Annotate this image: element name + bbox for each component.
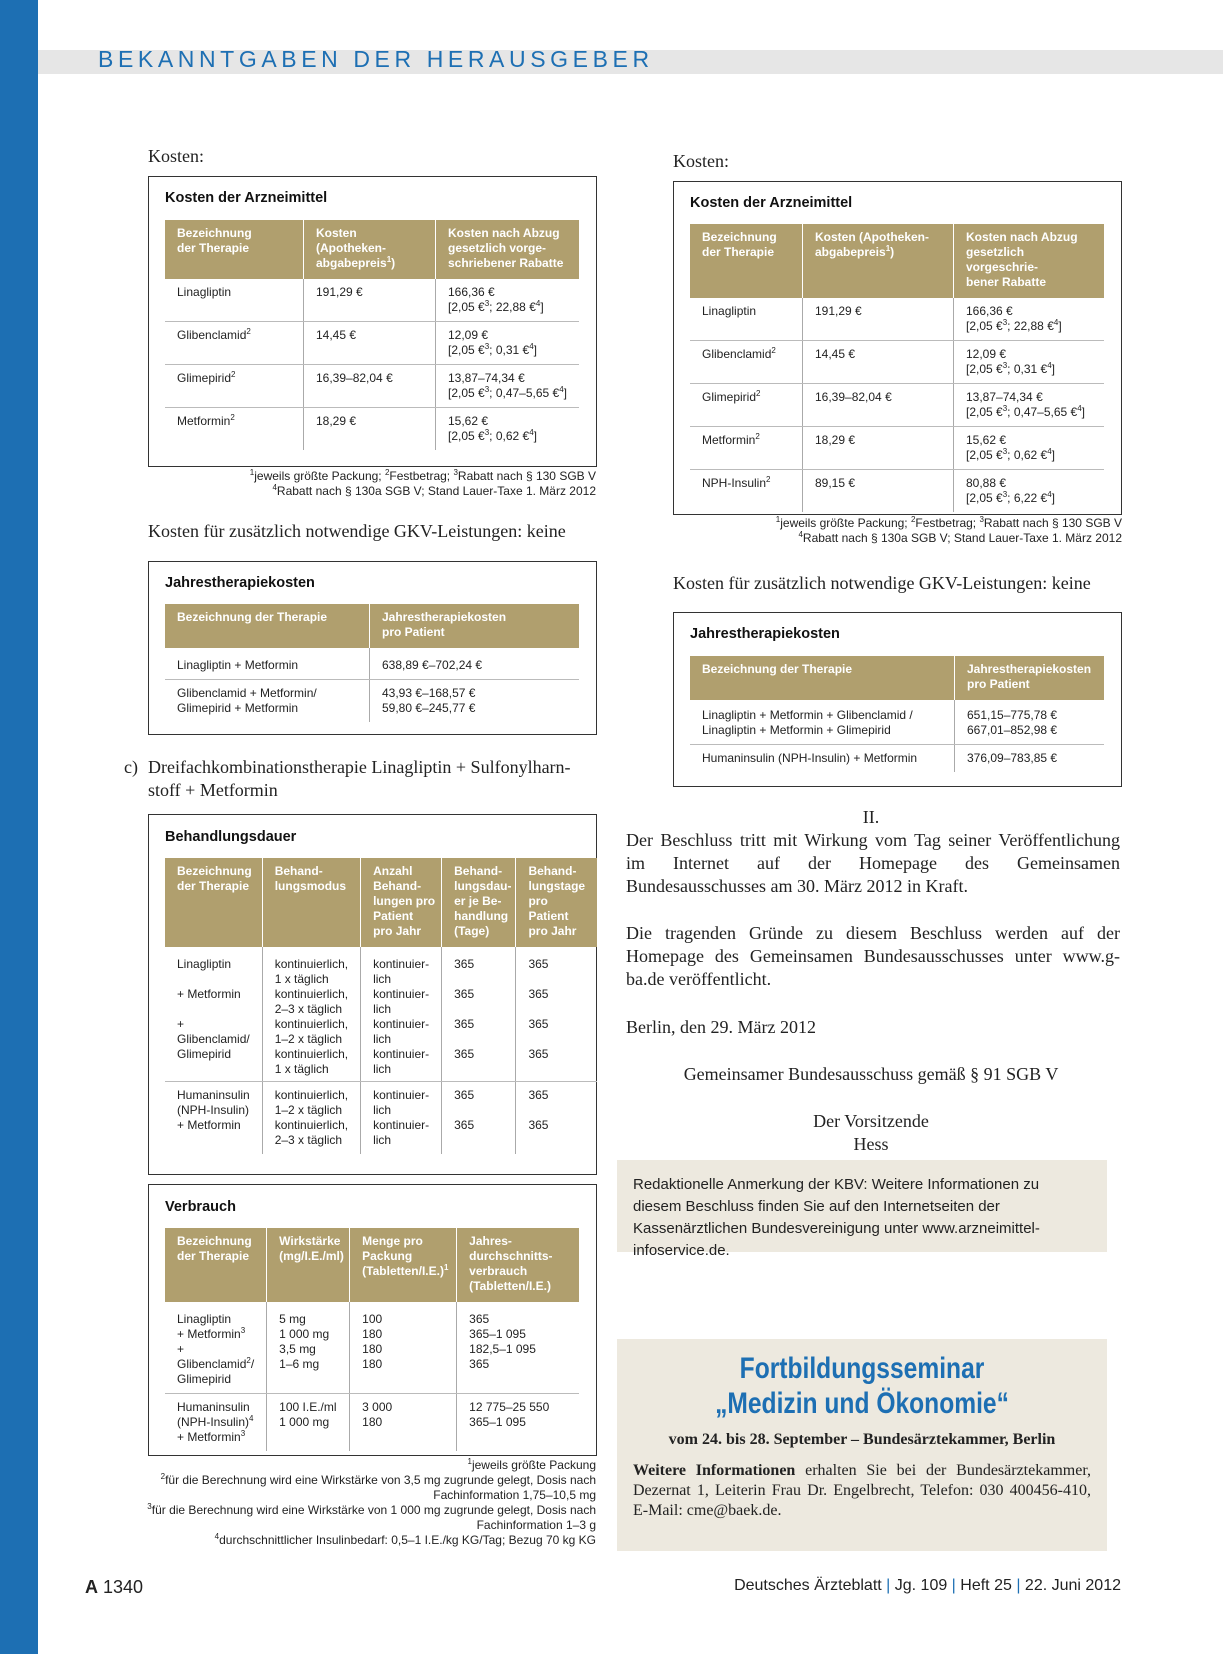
treatment-duration: 365 bbox=[442, 1047, 516, 1082]
treatment-duration: 365 bbox=[442, 947, 516, 987]
right-kosten-table bbox=[690, 224, 1104, 512]
section-c-label: c) bbox=[124, 757, 138, 777]
therapy-name: + Glibenclamid/ bbox=[177, 1017, 250, 1046]
therapy-name: Glimepirid bbox=[165, 1047, 262, 1082]
table-row bbox=[165, 987, 597, 1017]
drug-net-price: 15,62 € [2,05 €$^3$; 0,62 €$^4$] bbox=[436, 408, 580, 451]
table-row bbox=[690, 341, 1104, 384]
right-kosten-header-net: Kosten nach Abzug gesetzlich vorgeschrie- bener Rabatte bbox=[954, 224, 1105, 298]
drug-price: 16,39–82,04 € bbox=[304, 365, 436, 408]
left-kosten-table bbox=[165, 220, 579, 450]
therapy-name: + Metformin bbox=[177, 987, 241, 1001]
drug-name: Metformin$^2$ bbox=[690, 427, 803, 470]
chair-title: Der Vorsitzende bbox=[813, 1111, 929, 1131]
drug-price: 18,29 € bbox=[304, 408, 436, 451]
treatment-count: kontinuier- lich bbox=[361, 1047, 442, 1082]
therapy-name: Linagliptin + Metformin$^3$ + Glibenclamid$^2$/ Glimepirid bbox=[165, 1302, 267, 1394]
dose: 100 I.E./ml 1 000 mg bbox=[267, 1394, 350, 1452]
right-kosten-header-price: Kosten (Apotheken- abgabepreis$^1$) bbox=[803, 224, 954, 298]
annual-use: 365 365–1 095 182,5–1 095 365 bbox=[457, 1302, 579, 1394]
verbrauch-header-year: Jahres- durchschnitts- verbrauch (Tabletten/I.E.) bbox=[457, 1228, 579, 1302]
treatment-days: 365 bbox=[516, 987, 597, 1017]
table-row bbox=[165, 1082, 597, 1155]
kbv-note: Redaktionelle Anmerkung der KBV: Weitere Informationen zu diesem Beschluss finden Sie auf den Internetseiten der Kassenärztlichen Bundesvereinigung unter www.arzneimittel-infoservice.de. bbox=[617, 1160, 1107, 1252]
section-ii-heading: II. bbox=[862, 807, 880, 827]
treatment-days: 365 bbox=[516, 947, 597, 987]
table-row bbox=[165, 1047, 597, 1082]
section-header-title: BEKANNTGABEN DER HERAUSGEBER bbox=[98, 46, 654, 72]
place-date: Berlin, den 29. März 2012 bbox=[626, 1017, 816, 1037]
therapy-name: Glibenclamid + Metformin/ Glimepirid + Metformin bbox=[177, 686, 317, 715]
drug-net-price: 12,09 € [2,05 €$^3$; 0,31 €$^4$] bbox=[436, 322, 580, 365]
table-row bbox=[690, 700, 1104, 745]
seminar-title: Fortbildungsseminar „Medizin und Ökonomie“ bbox=[715, 1352, 1009, 1420]
right-gkv-text: Kosten für zusätzlich notwendige GKV-Leistungen: keine bbox=[673, 573, 1091, 593]
treatment-count: kontinuier- lich bbox=[361, 987, 442, 1017]
left-kosten-header-price: Kosten (Apotheken- abgabepreis$^1$) bbox=[304, 220, 436, 279]
decision-paragraph: Der Beschluss tritt mit Wirkung vom Tag seiner Veröffentlichung im Internet auf der Homepage des Gemeinsamen Bundesausschusses am 30. März 2012 in Kraft. bbox=[626, 830, 1120, 896]
table-row bbox=[165, 1394, 579, 1452]
table-row bbox=[165, 648, 579, 680]
verbrauch-header-pack: Menge pro Packung (Tabletten/I.E.)$^1$ bbox=[350, 1228, 457, 1302]
drug-name: Metformin$^2$ bbox=[177, 413, 235, 428]
left-behandlung-table bbox=[165, 858, 597, 1154]
right-kosten-footnote: $^1$jeweils größte Packung; $^2$Festbetrag; $^3$Rabatt nach § 130 SGB V $^4$Rabatt nach § 130a SGB V; Stand Lauer-Taxe 1. März 2012 bbox=[775, 515, 1122, 545]
table-row bbox=[165, 279, 579, 322]
left-verbrauch-title: Verbrauch bbox=[165, 1199, 236, 1215]
left-kosten-label: Kosten: bbox=[148, 146, 204, 166]
therapy-name: Humaninsulin (NPH-Insulin) + Metformin bbox=[702, 751, 918, 765]
right-jahres-title: Jahrestherapiekosten bbox=[690, 626, 840, 642]
treatment-mode: kontinuierlich, 2–3 x täglich bbox=[262, 987, 360, 1017]
right-kosten-title: Kosten der Arzneimittel bbox=[690, 195, 853, 211]
left-kosten-box bbox=[148, 176, 597, 467]
table-row bbox=[690, 384, 1104, 427]
reasons-paragraph: Die tragenden Gründe zu diesem Beschluss werden auf der Homepage des Gemeinsamen Bundesausschusses unter www.g-ba.de veröffentlicht. bbox=[626, 923, 1120, 989]
drug-price: 16,39–82,04 € bbox=[803, 384, 954, 427]
drug-net-price: 166,36 € [2,05 €$^3$; 22,88 €$^4$] bbox=[954, 298, 1105, 341]
left-jahres-box bbox=[148, 561, 597, 735]
drug-net-price: 15,62 € [2,05 €$^3$; 0,62 €$^4$] bbox=[954, 427, 1105, 470]
drug-net-price: 13,87–74,34 € [2,05 €$^3$; 0,47–5,65 €$^4$] bbox=[436, 365, 580, 408]
drug-name: Glimepirid$^2$ bbox=[690, 384, 803, 427]
journal-info: Deutsches Ärzteblatt | Jg. 109 | Heft 25 | 22. Juni 2012 bbox=[734, 1577, 1121, 1594]
annual-use: 12 775–25 550 365–1 095 bbox=[457, 1394, 579, 1452]
drug-price: 14,45 € bbox=[803, 341, 954, 384]
drug-name: Linagliptin bbox=[690, 298, 803, 341]
treatment-duration: 365 bbox=[442, 987, 516, 1017]
therapy-name: Humaninsulin (NPH-Insulin)$^4$ + Metformin$^3$ bbox=[177, 1400, 254, 1444]
right-kosten-header-therapy: Bezeichnung der Therapie bbox=[690, 224, 803, 298]
dose: 5 mg 1 000 mg 3,5 mg 1–6 mg bbox=[267, 1302, 350, 1394]
left-verbrauch-footnotes: $^1$jeweils größte Packung $^2$für die Berechnung wird eine Wirkstärke von 3,5 mg zugrunde gelegt, Dosis nach Fachinformation 1,75–10,5 mg $^3$für die Berechnung wird eine Wirkstärke von 1 000 mg zugrunde gelegt, Dosis nach Fachinformation 1–3 g $^4$durchschnittlicher Insulinbedarf: 0,5–1 I.E./kg KG/Tag; Bezug 70 kg KG bbox=[147, 1457, 596, 1547]
treatment-days: 365 bbox=[516, 1047, 597, 1082]
treatment-mode: kontinuierlich, 1 x täglich bbox=[262, 1047, 360, 1082]
drug-net-price: 80,88 € [2,05 €$^3$; 6,22 €$^4$] bbox=[954, 470, 1105, 513]
pack-size: 100 180 180 180 bbox=[350, 1302, 457, 1394]
table-row bbox=[690, 427, 1104, 470]
treatment-count: kontinuier- lich kontinuier- lich bbox=[361, 1082, 442, 1155]
table-row bbox=[165, 1017, 597, 1047]
left-verbrauch-box bbox=[148, 1184, 597, 1456]
left-jahres-title: Jahrestherapiekosten bbox=[165, 575, 315, 591]
table-row bbox=[165, 365, 579, 408]
table-row bbox=[690, 470, 1104, 513]
treatment-mode: kontinuierlich, 1–2 x täglich bbox=[262, 1017, 360, 1047]
section-c-text: Dreifachkombinationstherapie Linagliptin + Sulfonylharn- stoff + Metformin bbox=[148, 757, 571, 800]
drug-name: Linagliptin bbox=[165, 279, 304, 322]
drug-name: Glibenclamid$^2$ bbox=[165, 322, 304, 365]
therapy-cost: 376,09–783,85 € bbox=[955, 745, 1105, 773]
behandlung-header-count: Anzahl Behand- lungen pro Patient pro Jahr bbox=[361, 858, 442, 947]
left-color-bar bbox=[0, 0, 38, 1654]
table-row bbox=[165, 1302, 579, 1394]
page-number: A 1340 bbox=[85, 1577, 144, 1597]
drug-price: 18,29 € bbox=[803, 427, 954, 470]
therapy-name: Linagliptin + Metformin bbox=[165, 648, 370, 680]
left-kosten-header-net: Kosten nach Abzug gesetzlich vorge- schriebener Rabatte bbox=[436, 220, 580, 279]
therapy-cost: 43,93 €–168,57 € 59,80 €–245,77 € bbox=[370, 680, 580, 723]
table-row bbox=[690, 298, 1104, 341]
right-jahres-header-cost: Jahrestherapiekosten pro Patient bbox=[955, 656, 1105, 700]
behandlung-header-therapy: Bezeichnung der Therapie bbox=[165, 858, 262, 947]
therapy-name: Linagliptin + Metformin + Glibenclamid / Linagliptin + Metformin + Glimepirid bbox=[690, 700, 955, 745]
drug-price: 89,15 € bbox=[803, 470, 954, 513]
behandlung-header-days: Behand- lungstage pro Patient pro Jahr bbox=[516, 858, 597, 947]
table-row bbox=[165, 322, 579, 365]
left-kosten-header-therapy: Bezeichnung der Therapie bbox=[165, 220, 304, 279]
drug-price: 191,29 € bbox=[304, 279, 436, 322]
table-row bbox=[165, 947, 597, 987]
drug-net-price: 166,36 € [2,05 €$^3$; 22,88 €$^4$] bbox=[436, 279, 580, 322]
seminar-date: vom 24. bis 28. September – Bundesärztekammer, Berlin bbox=[668, 1431, 1056, 1448]
drug-price: 14,45 € bbox=[304, 322, 436, 365]
drug-net-price: 13,87–74,34 € [2,05 €$^3$; 0,47–5,65 €$^4$] bbox=[954, 384, 1105, 427]
table-row bbox=[165, 408, 579, 451]
verbrauch-header-therapy: Bezeichnung der Therapie bbox=[165, 1228, 267, 1302]
left-behandlung-title: Behandlungsdauer bbox=[165, 829, 297, 845]
right-jahres-header-therapy: Bezeichnung der Therapie bbox=[690, 656, 955, 700]
right-kosten-box bbox=[673, 181, 1122, 515]
therapy-cost: 638,89 €–702,24 € bbox=[370, 648, 580, 680]
right-jahres-box bbox=[673, 612, 1122, 787]
seminar-info: Weitere Informationen erhalten Sie bei der Bundesärztekammer, Dezernat 1, Leiterin Frau Dr. Engelbrecht, Telefon: 030 400456-410, E-Mail: cme@baek.de. bbox=[633, 1462, 1092, 1519]
behandlung-header-duration: Behand- lungsdau- er je Be- handlung (Tage) bbox=[442, 858, 516, 947]
left-kosten-title: Kosten der Arzneimittel bbox=[165, 190, 328, 206]
left-jahres-header-cost: Jahrestherapiekosten pro Patient bbox=[370, 604, 580, 648]
right-jahres-table bbox=[690, 656, 1104, 772]
drug-name: NPH-Insulin$^2$ bbox=[702, 475, 771, 490]
table-row bbox=[165, 680, 579, 723]
left-jahres-table bbox=[165, 604, 579, 722]
treatment-duration: 365 bbox=[442, 1017, 516, 1047]
right-kosten-label: Kosten: bbox=[673, 151, 729, 171]
chair-name: Hess bbox=[853, 1134, 889, 1154]
left-kosten-footnote: $^1$jeweils größte Packung; $^2$Festbetrag; $^3$Rabatt nach § 130 SGB V $^4$Rabatt nach § 130a SGB V; Stand Lauer-Taxe 1. März 2012 bbox=[249, 468, 596, 498]
treatment-days: 365 bbox=[516, 1017, 597, 1047]
left-behandlung-box bbox=[148, 814, 597, 1175]
left-verbrauch-table bbox=[165, 1228, 579, 1451]
drug-name: Glibenclamid$^2$ bbox=[690, 341, 803, 384]
therapy-name: Humaninsulin (NPH-Insulin) + Metformin bbox=[177, 1088, 250, 1132]
treatment-days: 365 365 bbox=[516, 1082, 597, 1155]
pack-size: 3 000 180 bbox=[350, 1394, 457, 1452]
treatment-mode: kontinuierlich, 1–2 x täglich kontinuierlich, 2–3 x täglich bbox=[262, 1082, 360, 1155]
left-gkv-text: Kosten für zusätzlich notwendige GKV-Leistungen: keine bbox=[148, 521, 566, 541]
treatment-count: kontinuier- lich bbox=[361, 947, 442, 987]
therapy-cost: 651,15–775,78 € 667,01–852,98 € bbox=[955, 700, 1105, 745]
behandlung-header-mode: Behand- lungsmodus bbox=[262, 858, 360, 947]
treatment-mode: kontinuierlich, 1 x täglich bbox=[262, 947, 360, 987]
drug-net-price: 12,09 € [2,05 €$^3$; 0,31 €$^4$] bbox=[954, 341, 1105, 384]
drug-price: 191,29 € bbox=[803, 298, 954, 341]
table-row bbox=[690, 745, 1104, 773]
verbrauch-header-dose: Wirkstärke (mg/I.E./ml) bbox=[267, 1228, 350, 1302]
seminar-box bbox=[617, 1339, 1107, 1551]
treatment-count: kontinuier- lich bbox=[361, 1017, 442, 1047]
left-jahres-header-therapy: Bezeichnung der Therapie bbox=[165, 604, 370, 648]
organization: Gemeinsamer Bundesausschuss gemäß § 91 SGB V bbox=[683, 1064, 1059, 1084]
treatment-duration: 365 365 bbox=[442, 1082, 516, 1155]
drug-name: Glimepirid$^2$ bbox=[165, 365, 304, 408]
therapy-name: Linagliptin bbox=[177, 957, 232, 971]
